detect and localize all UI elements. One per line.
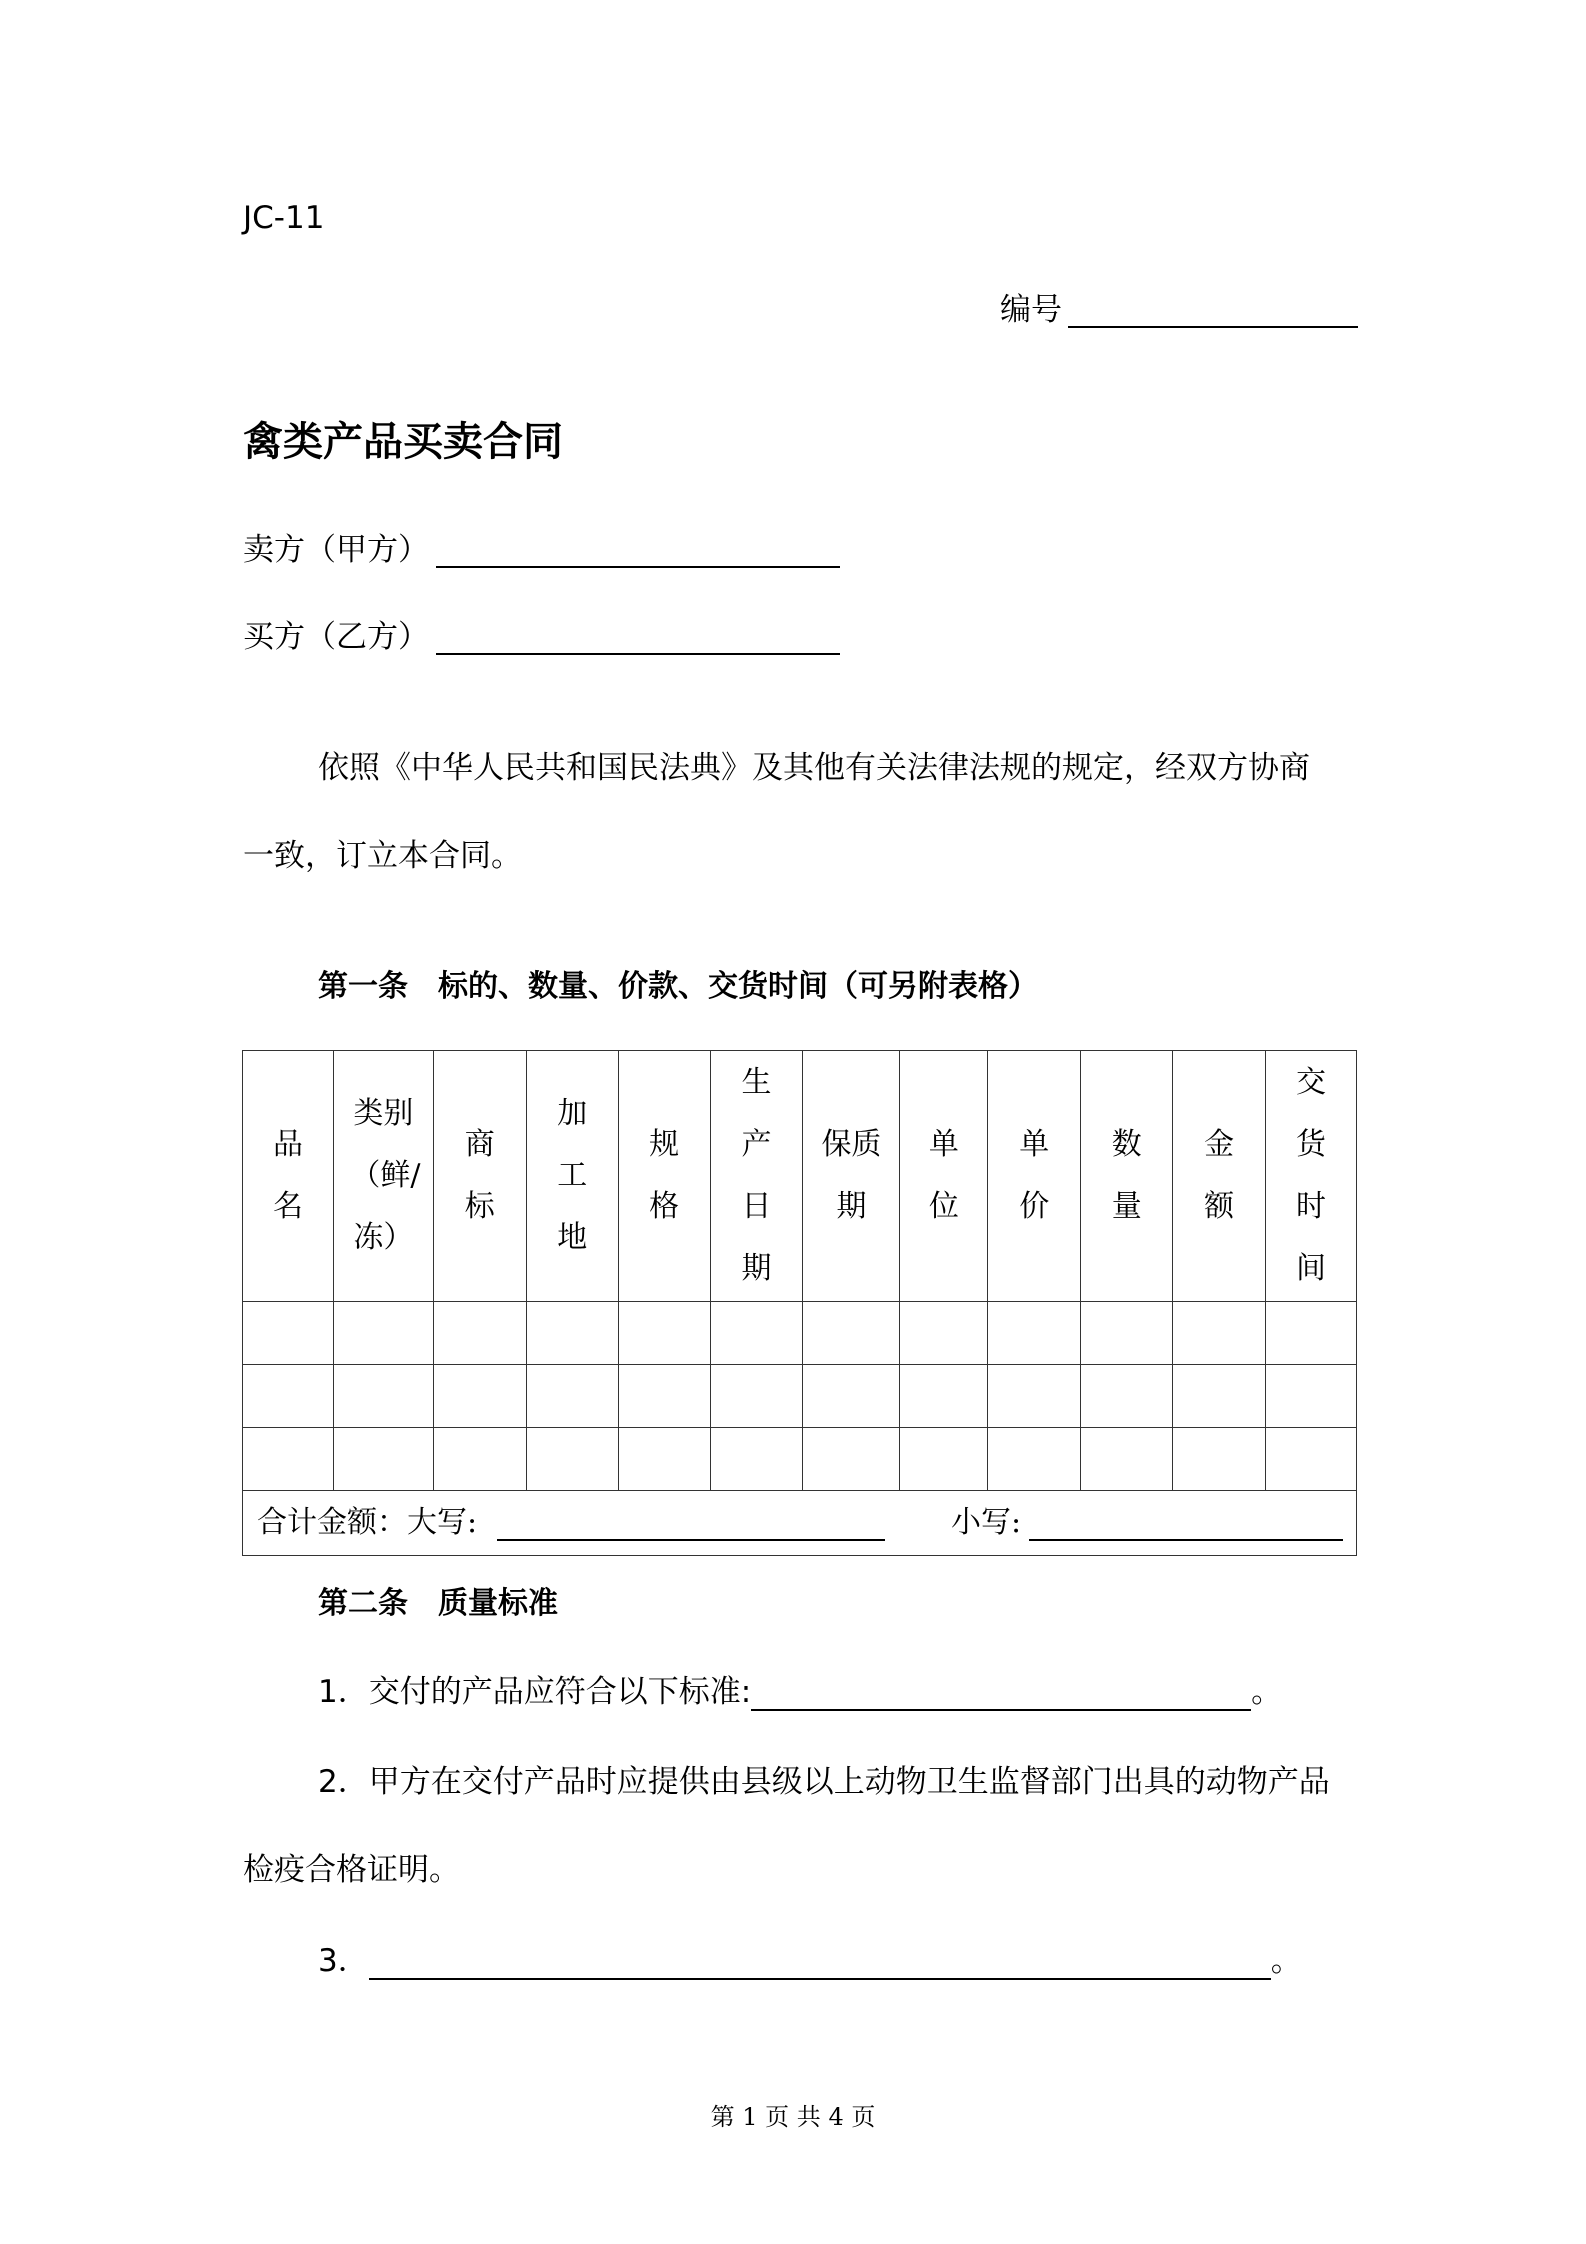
seller-field[interactable] xyxy=(436,566,840,568)
table-cell[interactable] xyxy=(433,1428,526,1491)
table-cell[interactable] xyxy=(618,1302,710,1365)
table-total-row xyxy=(243,1491,1357,1556)
table-cell[interactable] xyxy=(526,1365,618,1428)
header-cell: 规格 xyxy=(618,1051,710,1302)
goods-table xyxy=(242,1050,1357,1556)
quality-item-2-line2: 检疫合格证明。 xyxy=(243,1852,460,1888)
document-code: JC-11 xyxy=(243,200,325,236)
header-cell: 保质期 xyxy=(803,1051,900,1302)
table-cell[interactable] xyxy=(333,1428,433,1491)
table-cell[interactable] xyxy=(710,1365,803,1428)
header-cell: 生产日期 xyxy=(710,1051,803,1302)
table-cell[interactable] xyxy=(1266,1302,1357,1365)
table-cell[interactable] xyxy=(243,1365,334,1428)
table-cell[interactable] xyxy=(526,1302,618,1365)
table-cell[interactable] xyxy=(243,1428,334,1491)
clause1-heading: 第一条 标的、数量、价款、交货时间（可另附表格） xyxy=(318,969,1038,1004)
table-cell[interactable] xyxy=(710,1428,803,1491)
quality-item-2-line1: 2．甲方在交付产品时应提供由县级以上动物卫生监督部门出具的动物产品 xyxy=(318,1764,1330,1800)
table-cell[interactable] xyxy=(900,1365,988,1428)
table-cell[interactable] xyxy=(803,1365,900,1428)
header-cell: 金额 xyxy=(1173,1051,1266,1302)
header-cell: 品名 xyxy=(243,1051,334,1302)
table-cell[interactable] xyxy=(618,1428,710,1491)
table-cell[interactable] xyxy=(1266,1365,1357,1428)
quality-item-1-end: 。 xyxy=(1251,1674,1283,1710)
header-cell: 单价 xyxy=(988,1051,1081,1302)
table-cell[interactable] xyxy=(710,1302,803,1365)
intro-paragraph-line1: 依照《中华人民共和国民法典》及其他有关法律法规的规定，经双方协商 xyxy=(318,750,1310,786)
header-cell: 类别（鲜/冻） xyxy=(333,1051,433,1302)
table-row xyxy=(243,1302,1357,1365)
table-cell[interactable] xyxy=(1173,1302,1266,1365)
table-cell[interactable] xyxy=(433,1302,526,1365)
quality-item-3-end: 。 xyxy=(1270,1943,1302,1979)
table-cell[interactable] xyxy=(1081,1428,1173,1491)
table-cell[interactable] xyxy=(526,1428,618,1491)
quality-item-3-field[interactable] xyxy=(369,1942,1271,1980)
header-cell: 交货时间 xyxy=(1266,1051,1357,1302)
table-cell[interactable] xyxy=(803,1428,900,1491)
seller-label: 卖方（甲方） xyxy=(243,532,429,568)
contract-number-label: 编号 xyxy=(1000,292,1062,328)
table-cell[interactable] xyxy=(1173,1428,1266,1491)
quality-standard-field[interactable] xyxy=(751,1673,1251,1711)
table-cell[interactable] xyxy=(1081,1302,1173,1365)
table-cell[interactable] xyxy=(988,1302,1081,1365)
buyer-field[interactable] xyxy=(436,653,840,655)
header-cell: 加工地 xyxy=(526,1051,618,1302)
table-row xyxy=(243,1365,1357,1428)
table-cell[interactable] xyxy=(988,1365,1081,1428)
table-cell[interactable] xyxy=(1081,1365,1173,1428)
quality-item-1-text: 1．交付的产品应符合以下标准: xyxy=(318,1674,752,1710)
table-cell[interactable] xyxy=(1173,1365,1266,1428)
table-cell[interactable] xyxy=(333,1365,433,1428)
table-header-row xyxy=(243,1051,1357,1302)
contract-title: 禽类产品买卖合同 xyxy=(243,419,563,465)
total-cell xyxy=(243,1491,1357,1556)
header-cell: 单位 xyxy=(900,1051,988,1302)
table-cell[interactable] xyxy=(900,1428,988,1491)
table-cell[interactable] xyxy=(243,1302,334,1365)
page-footer: 第 1 页 共 4 页 xyxy=(710,2103,876,2131)
total-amount-figures-label: 小写: xyxy=(951,1505,1022,1540)
table-cell[interactable] xyxy=(333,1302,433,1365)
table-row xyxy=(243,1428,1357,1491)
table-cell[interactable] xyxy=(618,1365,710,1428)
intro-paragraph-line2: 一致，订立本合同。 xyxy=(243,838,522,874)
total-amount-figures-field[interactable] xyxy=(1029,1539,1343,1541)
table-cell[interactable] xyxy=(900,1302,988,1365)
quality-item-1 xyxy=(318,1666,1282,1711)
header-cell: 数量 xyxy=(1081,1051,1173,1302)
header-cell: 商标 xyxy=(433,1051,526,1302)
contract-number-field[interactable] xyxy=(1068,326,1358,328)
quality-item-3-text: 3． xyxy=(318,1943,369,1979)
table-cell[interactable] xyxy=(433,1365,526,1428)
table-cell[interactable] xyxy=(988,1428,1081,1491)
total-amount-words-field[interactable] xyxy=(497,1539,885,1541)
quality-item-3 xyxy=(318,1935,1302,1980)
table-cell[interactable] xyxy=(803,1302,900,1365)
total-amount-label: 合计金额：大写: xyxy=(257,1505,478,1540)
buyer-label: 买方（乙方） xyxy=(243,619,429,655)
clause2-heading: 第二条 质量标准 xyxy=(318,1586,558,1621)
table-cell[interactable] xyxy=(1266,1428,1357,1491)
